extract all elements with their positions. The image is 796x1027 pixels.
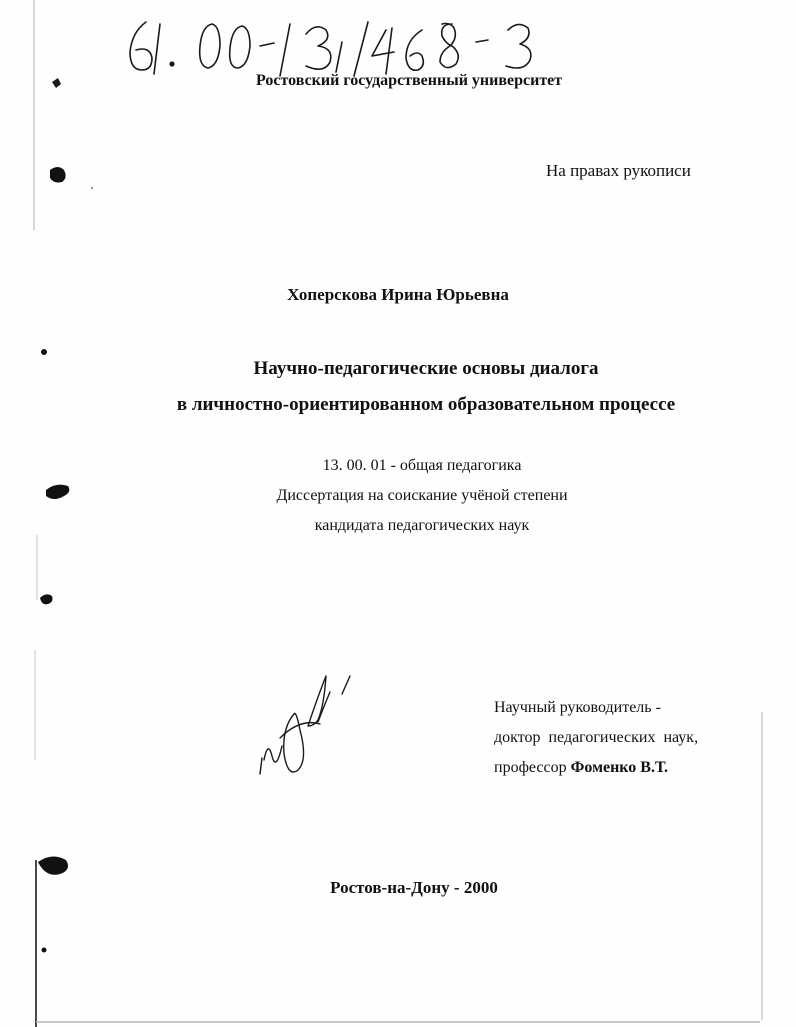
signature-drawing	[250, 664, 370, 789]
degree-line-1: Диссертация на соискание учёной степени	[276, 487, 568, 504]
supervisor-degree: доктор педагогических наук,	[494, 729, 699, 746]
title-line-1: Научно-педагогические основы диалога	[253, 358, 599, 379]
degree-line-2: кандидата педагогических наук	[314, 517, 530, 534]
signature	[250, 664, 370, 789]
scientific-supervisor	[494, 693, 698, 783]
supervisor-title: профессор	[494, 759, 571, 776]
title-line-2: в личностно-ориентированном образовательном процессе	[176, 394, 676, 415]
specialty-code: 13. 00. 01 - общая педагогика	[322, 457, 522, 474]
author-name: Хоперскова Ирина Юрьевна	[287, 285, 509, 304]
supervisor-role: Научный руководитель -	[494, 699, 661, 716]
dissertation-title	[0, 351, 796, 423]
university-name: Ростовский государственный университет	[256, 72, 563, 89]
supervisor-name: Фоменко В.Т.	[570, 759, 669, 776]
rights-note: На правах рукописи	[546, 161, 691, 180]
city-and-year: Ростов-на-Дону - 2000	[330, 878, 498, 897]
specialty-block	[0, 451, 796, 541]
supervisor-line	[494, 753, 698, 783]
